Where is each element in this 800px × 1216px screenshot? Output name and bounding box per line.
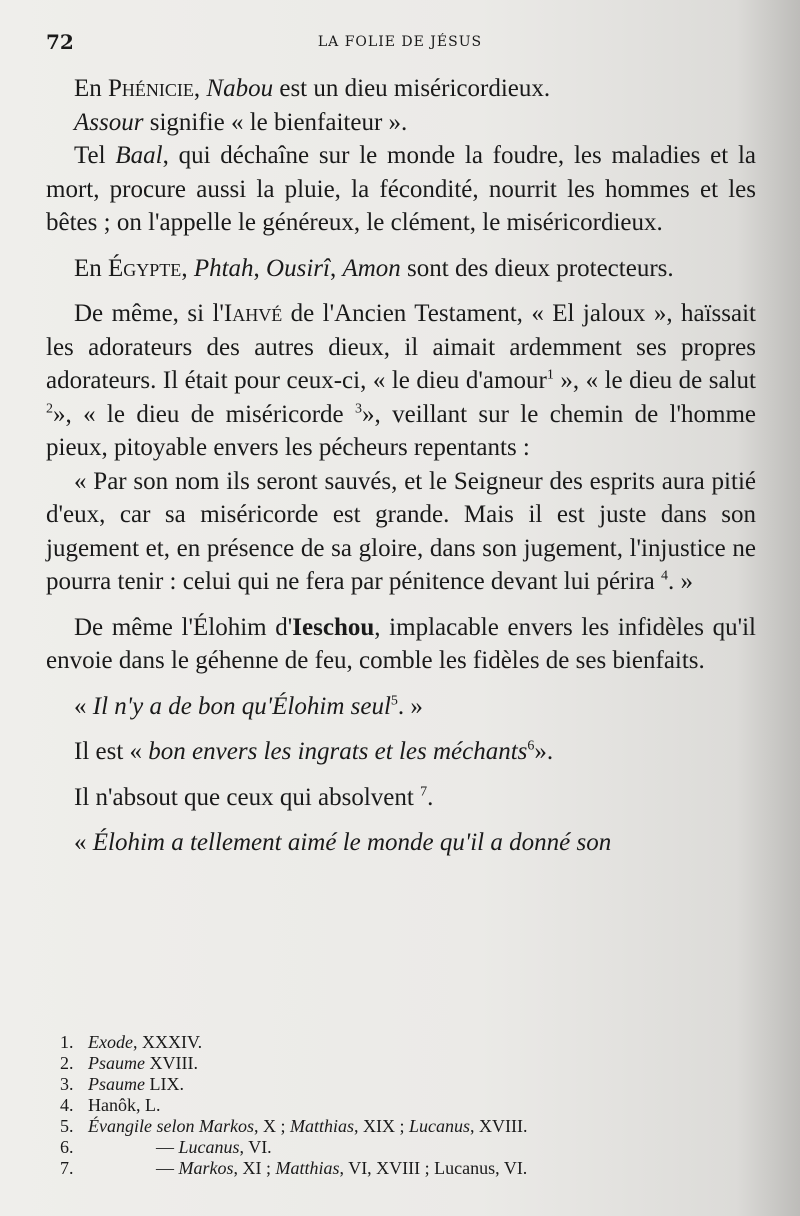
paragraph-iahve: De même, si l'Iahvé de l'Ancien Testament, « El jaloux », haïssait les adorateurs des autres dieux, il aimait ardemment ses propres adorateurs. Il était pour ceux-ci, « le dieu d'amour$^1$ », « le dieu de salut $^2$», « le dieu de miséricorde $^3$», veillant sur le chemin de l'homme pieux, pitoyable envers les pécheurs repentants : bbox=[46, 300, 756, 461]
footnote: 1. Exode, XXXIV. bbox=[60, 1032, 203, 1052]
paragraph-phenicie: En Phénicie, Nabou est un dieu miséricordieux. bbox=[74, 75, 551, 102]
running-title: LA FOLIE DE JÉSUS bbox=[317, 34, 483, 50]
footnote: 5. Évangile selon Markos, X ; Matthias, XIX ; Lucanus, XVIII. bbox=[60, 1116, 528, 1136]
paragraph-assour: Assour signifie « le bienfaiteur ». bbox=[74, 108, 408, 136]
footnote: 3. Psaume LIX. bbox=[60, 1074, 184, 1094]
paragraph-elohim: De même l'Élohim d'Ieschou, implacable envers les infidèles qu'il envoie dans le géhenne de feu, comble les fidèles de ses bienfaits. bbox=[46, 613, 756, 674]
footnote-ref-1: 1 bbox=[546, 367, 554, 383]
paragraph-quote-bon: « Il n'y a de bon qu'Élohim seul$^5$. » bbox=[74, 692, 423, 720]
footnote-ref-3: 3 bbox=[355, 401, 362, 417]
page-header bbox=[46, 30, 754, 58]
paragraph-egypte: En Égypte, Phtah, Ousirî, Amon sont des dieux protecteurs. bbox=[74, 254, 674, 282]
footnote-ref-4: 4 bbox=[661, 568, 668, 584]
paragraph-quote-monde: « Élohim a tellement aimé le monde qu'il a donné son bbox=[74, 829, 612, 856]
footnote: 7. — Markos, XI ; Matthias, VI, XVIII ; Lucanus, VI. bbox=[60, 1158, 528, 1178]
paragraph-quote-henoch: « Par son nom ils seront sauvés, et le Seigneur des esprits aura pitié d'eux, car sa miséricorde est grande. Mais il est juste dans son jugement et, en présence de sa gloire, dans son jugement, l'injustice ne pourra tenir : celui qui ne fera par pénitence devant lui périra $^4$. » bbox=[46, 467, 756, 595]
footnote-ref-5: 5 bbox=[390, 693, 398, 709]
footnote: 4. Hanôk, L. bbox=[60, 1095, 161, 1115]
paragraph-absout: Il n'absout que ceux qui absolvent $^7$. bbox=[74, 783, 434, 811]
paragraph-baal: Tel Baal, qui déchaîne sur le monde la foudre, les maladies et la mort, procure aussi la pluie, la fécondité, nourrit les hommes et les bêtes ; on l'appelle le généreux, le clément, le miséricordieux. bbox=[46, 142, 756, 236]
footnote: 6. — Lucanus, VI. bbox=[60, 1137, 272, 1157]
footnote-ref-7: 7 bbox=[420, 784, 428, 800]
footnote: 2. Psaume XVIII. bbox=[60, 1053, 198, 1073]
footnote-ref-6: 6 bbox=[527, 738, 535, 754]
body-text bbox=[46, 72, 756, 860]
footnotes bbox=[60, 1032, 740, 1179]
page-number: 72 bbox=[46, 30, 74, 54]
footnote-ref-2: 2 bbox=[46, 401, 53, 417]
paragraph-ingrats: Il est « bon envers les ingrats et les méchants$^6$». bbox=[74, 738, 554, 765]
